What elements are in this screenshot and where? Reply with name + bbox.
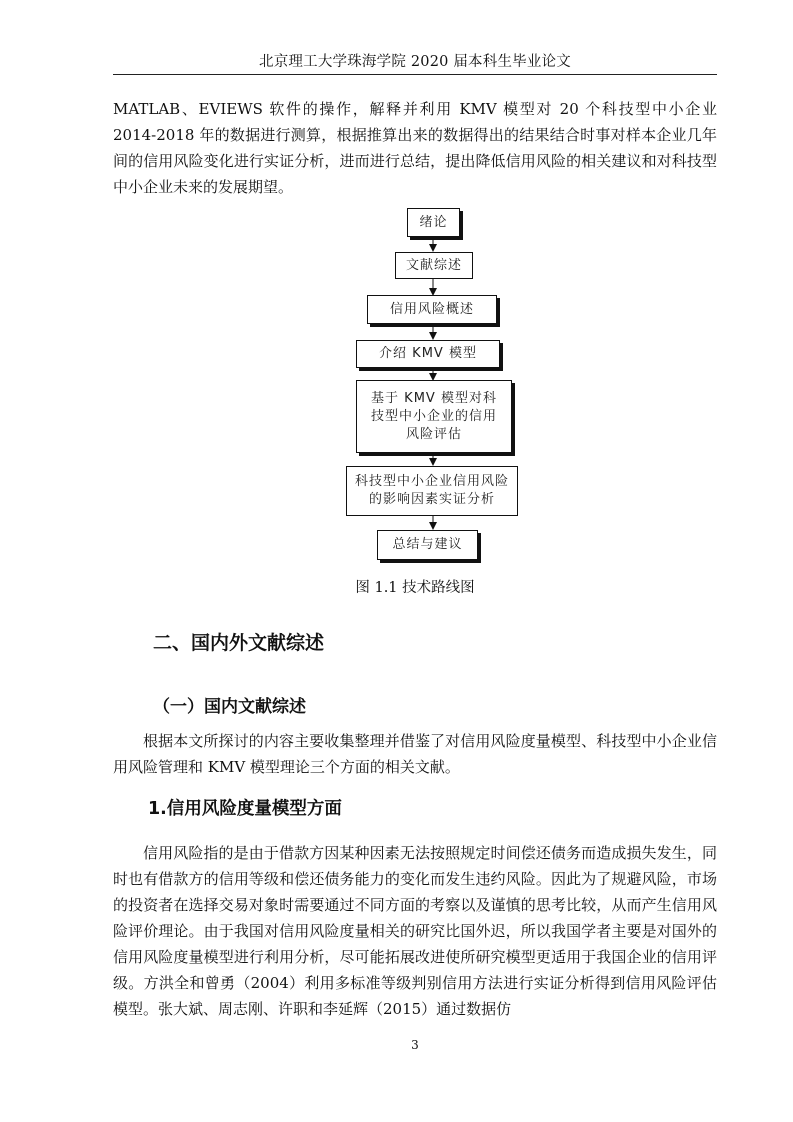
header-rule [113,74,717,75]
figure-caption: 图 1.1 技术路线图 [355,580,475,596]
subsection-heading: （一）国内文献综述 [153,697,306,717]
running-header: 北京理工大学珠海学院 2020 届本科生毕业论文 [259,54,571,70]
flow-step-empirical-analysis: 科技型中小企业信用风险的影响因素实证分析 [346,466,518,516]
flow-step-literature: 文献综述 [395,252,473,279]
flow-step-conclusion: 总结与建议 [377,530,478,560]
flow-step-credit-risk: 信用风险概述 [367,295,497,324]
intro-paragraph: MATLAB、EVIEWS 软件的操作，解释并利用 KMV 模型对 20 个科技型中小企业 2014-2018 年的数据进行测算，根据推算出来的数据得出的结果结合时事对样本企业几年间的信用风险变化进行实证分析，进而进行总结，提出降低信用风险的相关建议和对科技型中小企业未来的发展期望。 [113,100,717,196]
section-heading: 二、国内外文献综述 [153,632,325,654]
flow-step-intro: 绪论 [407,208,460,237]
subsection-paragraph: 根据本文所探讨的内容主要收集整理并借鉴了对信用风险度量模型、科技型中小企业信用风险管理和 KMV 模型理论三个方面的相关文献。 [113,732,717,776]
page-number: 3 [411,1038,419,1052]
subsubsection-heading: 1.信用风险度量模型方面 [148,799,342,819]
body-paragraph: 信用风险指的是由于借款方因某种因素无法按照规定时间偿还债务而造成损失发生，同时也有借款方的信用等级和偿还债务能力的变化而发生违约风险。因此为了规避风险，市场的投资者在选择交易对象时需要通过不同方面的考察以及谨慎的思考比较，从而产生信用风险评价理论。由于我国对信用风险度量相关的研究比国外迟，所以我国学者主要是对国外的信用风险度量模型进行利用分析，尽可能拓展改进使所研究模型更适用于我国企业的信用评级。方洪全和曾勇（2004）利用多标准等级判别信用方法进行实证分析得到信用风险评估模型。张大斌、周志刚、许职和李延辉（2015）通过数据仿 [113,844,717,1018]
flow-step-kmv-model: 介绍 KMV 模型 [356,340,500,368]
flow-step-kmv-assessment: 基于 KMV 模型对科技型中小企业的信用风险评估 [356,380,512,453]
